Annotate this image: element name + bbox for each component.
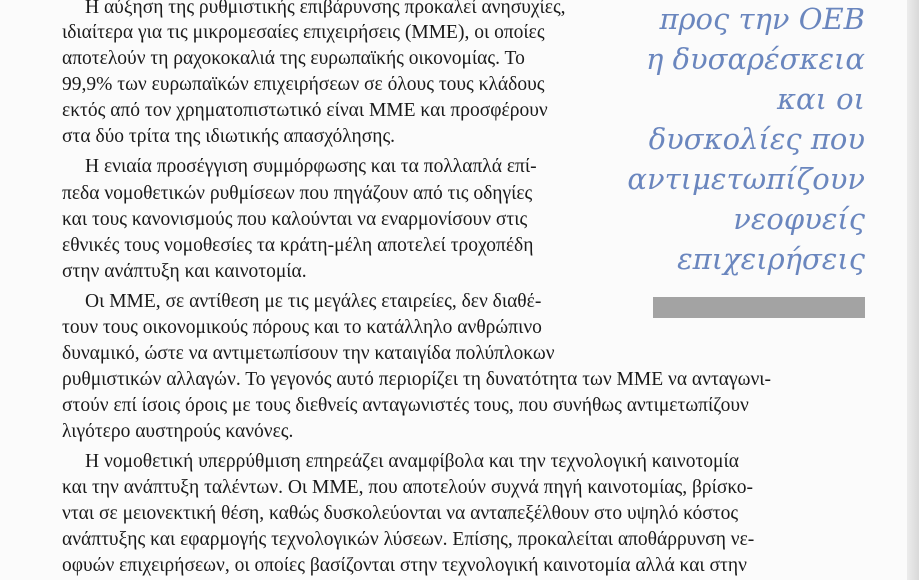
pull-quote-line-1: προς την ΟΕΒ — [659, 2, 865, 36]
pull-quote-line-6: νεοφυείς — [733, 202, 865, 236]
paragraph-2-line-4: εθνικές τους νομοθεσίες τα κράτη-μέλη αποτελεί τροχοπέδη — [62, 235, 534, 256]
paragraph-2-line-1: Η ενιαία προσέγγιση συμμόρφωσης και τα πολλαπλά επί- — [85, 156, 537, 177]
paragraph-3-line-4: ρυθμιστικών αλλαγών. Το γεγονός αυτό περιορίζει τη δυνατότητα των ΜΜΕ να ανταγωνι- — [62, 369, 772, 390]
paragraph-1-line-2: ιδιαίτερα για τις μικρομεσαίες επιχειρήσεις (ΜΜΕ), οι οποίες — [62, 22, 545, 43]
paragraph-4-line-5: οφυών επιχειρήσεων, οι οποίες βασίζονται στην τεχνολογική καινοτομία αλλά και στην — [62, 555, 747, 576]
pull-quote-line-4: δυσκολίες που — [648, 122, 865, 156]
paragraph-1-line-6: στα δύο τρίτα της ιδιωτικής απασχόλησης. — [62, 126, 396, 147]
paragraph-3-line-1: Οι ΜΜΕ, σε αντίθεση με τις μεγάλες εταιρείες, δεν διαθέ- — [85, 291, 542, 312]
paragraph-3-line-2: τουν τους οικονομικούς πόρους και το κατάλληλο ανθρώπινο — [62, 317, 542, 338]
paragraph-1-line-1: Η αύξηση της ρυθμιστικής επιβάρυνσης προκαλεί ανησυχίες, — [85, 0, 566, 18]
paragraph-4-line-1: Η νομοθετική υπερρύθμιση επηρεάζει αναμφίβολα και την τεχνολογική καινοτομία — [85, 451, 739, 472]
paragraph-2-line-2: πεδα νομοθετικών ρυθμίσεων που πηγάζουν από τις οδηγίες — [62, 183, 533, 204]
pull-quote-line-2: η δυσαρέσκεια — [645, 42, 865, 76]
separator-bar — [653, 297, 865, 318]
paragraph-3-line-3: δυναμικό, ώστε να αντιμετωπίσουν την καταιγίδα πολύπλοκων — [62, 343, 555, 364]
pull-quote-line-5: αντιμετωπίζουν — [627, 162, 865, 196]
paragraph-3-line-5: στούν επί ίσοις όροις με τους διεθνείς ανταγωνιστές τους, που συνήθως αντιμετωπίζουν — [62, 395, 749, 416]
pull-quote-line-3: και οι — [776, 82, 865, 116]
paragraph-1-line-5: εκτός από τον χρηματοπιστωτικό είναι ΜΜΕ και προσφέρουν — [62, 100, 548, 121]
paragraph-2-line-3: και τους κανονισμούς που καλούνται να εναρμονίσουν στις — [62, 209, 528, 230]
pull-quote-line-7: επιχειρήσεις — [677, 242, 865, 276]
paragraph-4-line-4: ανάπτυξης και εφαρμογής τεχνολογικών λύσεων. Επίσης, προκαλείται αποθάρρυνση νε- — [62, 529, 755, 550]
page-edge-shadow — [907, 0, 919, 580]
paragraph-2-line-5: στην ανάπτυξη και καινοτομία. — [62, 261, 307, 282]
paragraph-1-line-4: 99,9% των ευρωπαϊκών επιχειρήσεων σε όλους τους κλάδους — [62, 74, 545, 95]
paragraph-1-line-3: αποτελούν τη ραχοκοκαλιά της ευρωπαϊκής οικονομίας. Το — [62, 48, 525, 69]
paragraph-3-line-6: λιγότερο αυστηρούς κανόνες. — [62, 421, 294, 442]
paragraph-4-line-2: και την ανάπτυξη ταλέντων. Οι ΜΜΕ, που αποτελούν συχνά πηγή καινοτομίας, βρίσκο- — [62, 477, 754, 498]
paragraph-4-line-3: νται σε μειονεκτική θέση, καθώς δυσκολεύονται να ανταπεξέλθουν στο υψηλό κόστος — [62, 503, 739, 524]
